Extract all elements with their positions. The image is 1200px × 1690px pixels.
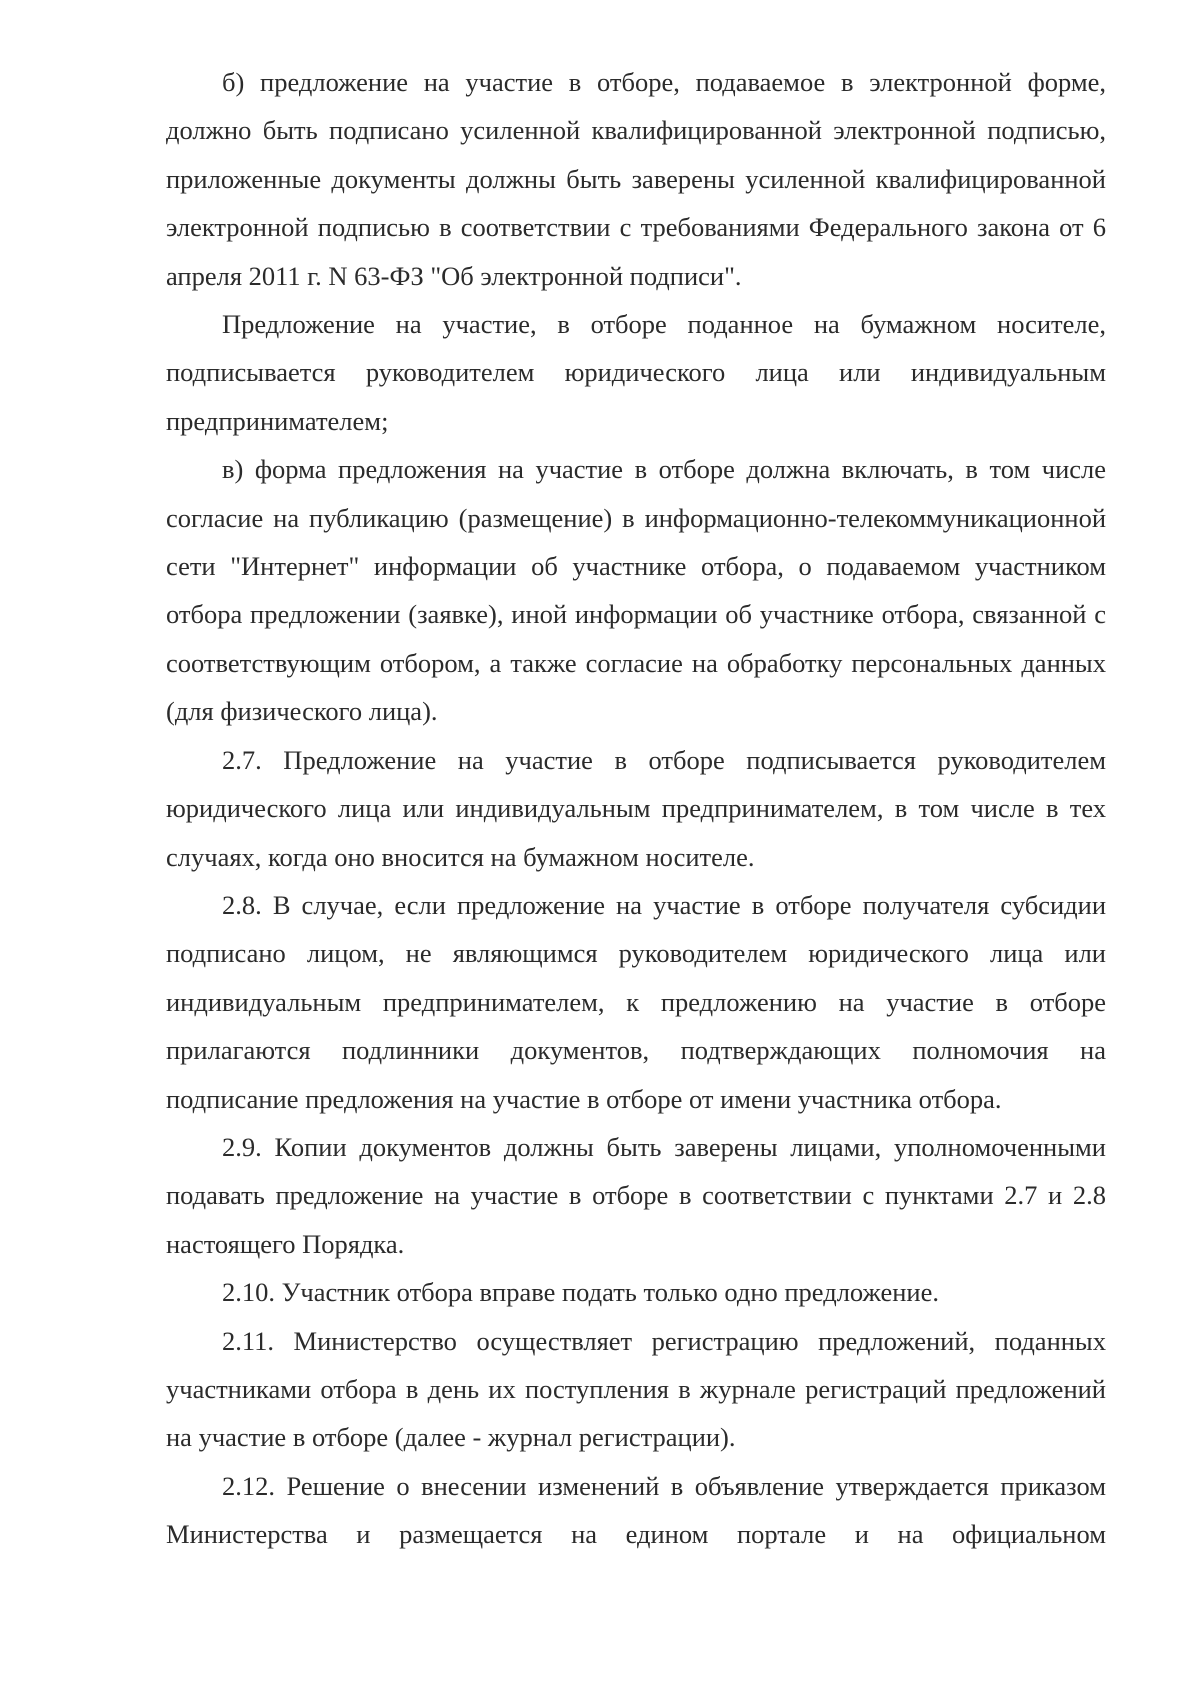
document-body — [166, 58, 1106, 1559]
paragraph-2-12: 2.12. Решение о внесении изменений в объявление утверждается приказом Министерства и размещается на едином портале и на официальном — [166, 1470, 1106, 1550]
paragraph-2-10: 2.10. Участник отбора вправе подать только одно предложение. — [222, 1277, 939, 1308]
paragraph-v-form-consent: в) форма предложения на участие в отборе должна включать, в том числе согласие на публикацию (размещение) в информационно-телекоммуникационной сети "Интернет" информации об участнике отбора, о подаваемом участником отбора предложении (заявке), иной информации об участнике отбора, связанной с соответствующим отбором, а также согласие на обработку персональных данных (для физического лица). — [166, 454, 1106, 727]
paragraph-2-7: 2.7. Предложение на участие в отборе подписывается руководителем юридического лица или индивидуальным предпринимателем, в том числе в тех случаях, когда оно вносится на бумажном носителе. — [166, 744, 1106, 872]
paragraph-2-9: 2.9. Копии документов должны быть заверены лицами, уполномоченными подавать предложение на участие в отборе в соответствии с пунктами 2.7 и 2.8 настоящего Порядка. — [166, 1131, 1106, 1259]
paragraph-2-11: 2.11. Министерство осуществляет регистрацию предложений, поданных участниками отбора в день их поступления в журнале регистраций предложений на участие в отборе (далее - журнал регистрации). — [166, 1325, 1106, 1453]
paragraph-2-8: 2.8. В случае, если предложение на участие в отборе получателя субсидии подписано лицом, не являющимся руководителем юридического лица или индивидуальным предпринимателем, к предложению на участие в отборе прилагаются подлинники документов, подтверждающих полномочия на подписание предложения на участие в отборе от имени участника отбора. — [166, 889, 1106, 1114]
paragraph-paper-submission: Предложение на участие, в отборе поданное на бумажном носителе, подписывается руководителем юридического лица или индивидуальным предпринимателем; — [166, 309, 1106, 436]
paragraph-b-electronic-signature: б) предложение на участие в отборе, подаваемое в электронной форме, должно быть подписано усиленной квалифицированной электронной подписью, приложенные документы должны быть заверены усиленной квалифицированной электронной подписью в соответствии с требованиями Федерального закона от 6 апреля 2011 г. N 63-ФЗ "Об электронной подписи". — [166, 67, 1106, 291]
